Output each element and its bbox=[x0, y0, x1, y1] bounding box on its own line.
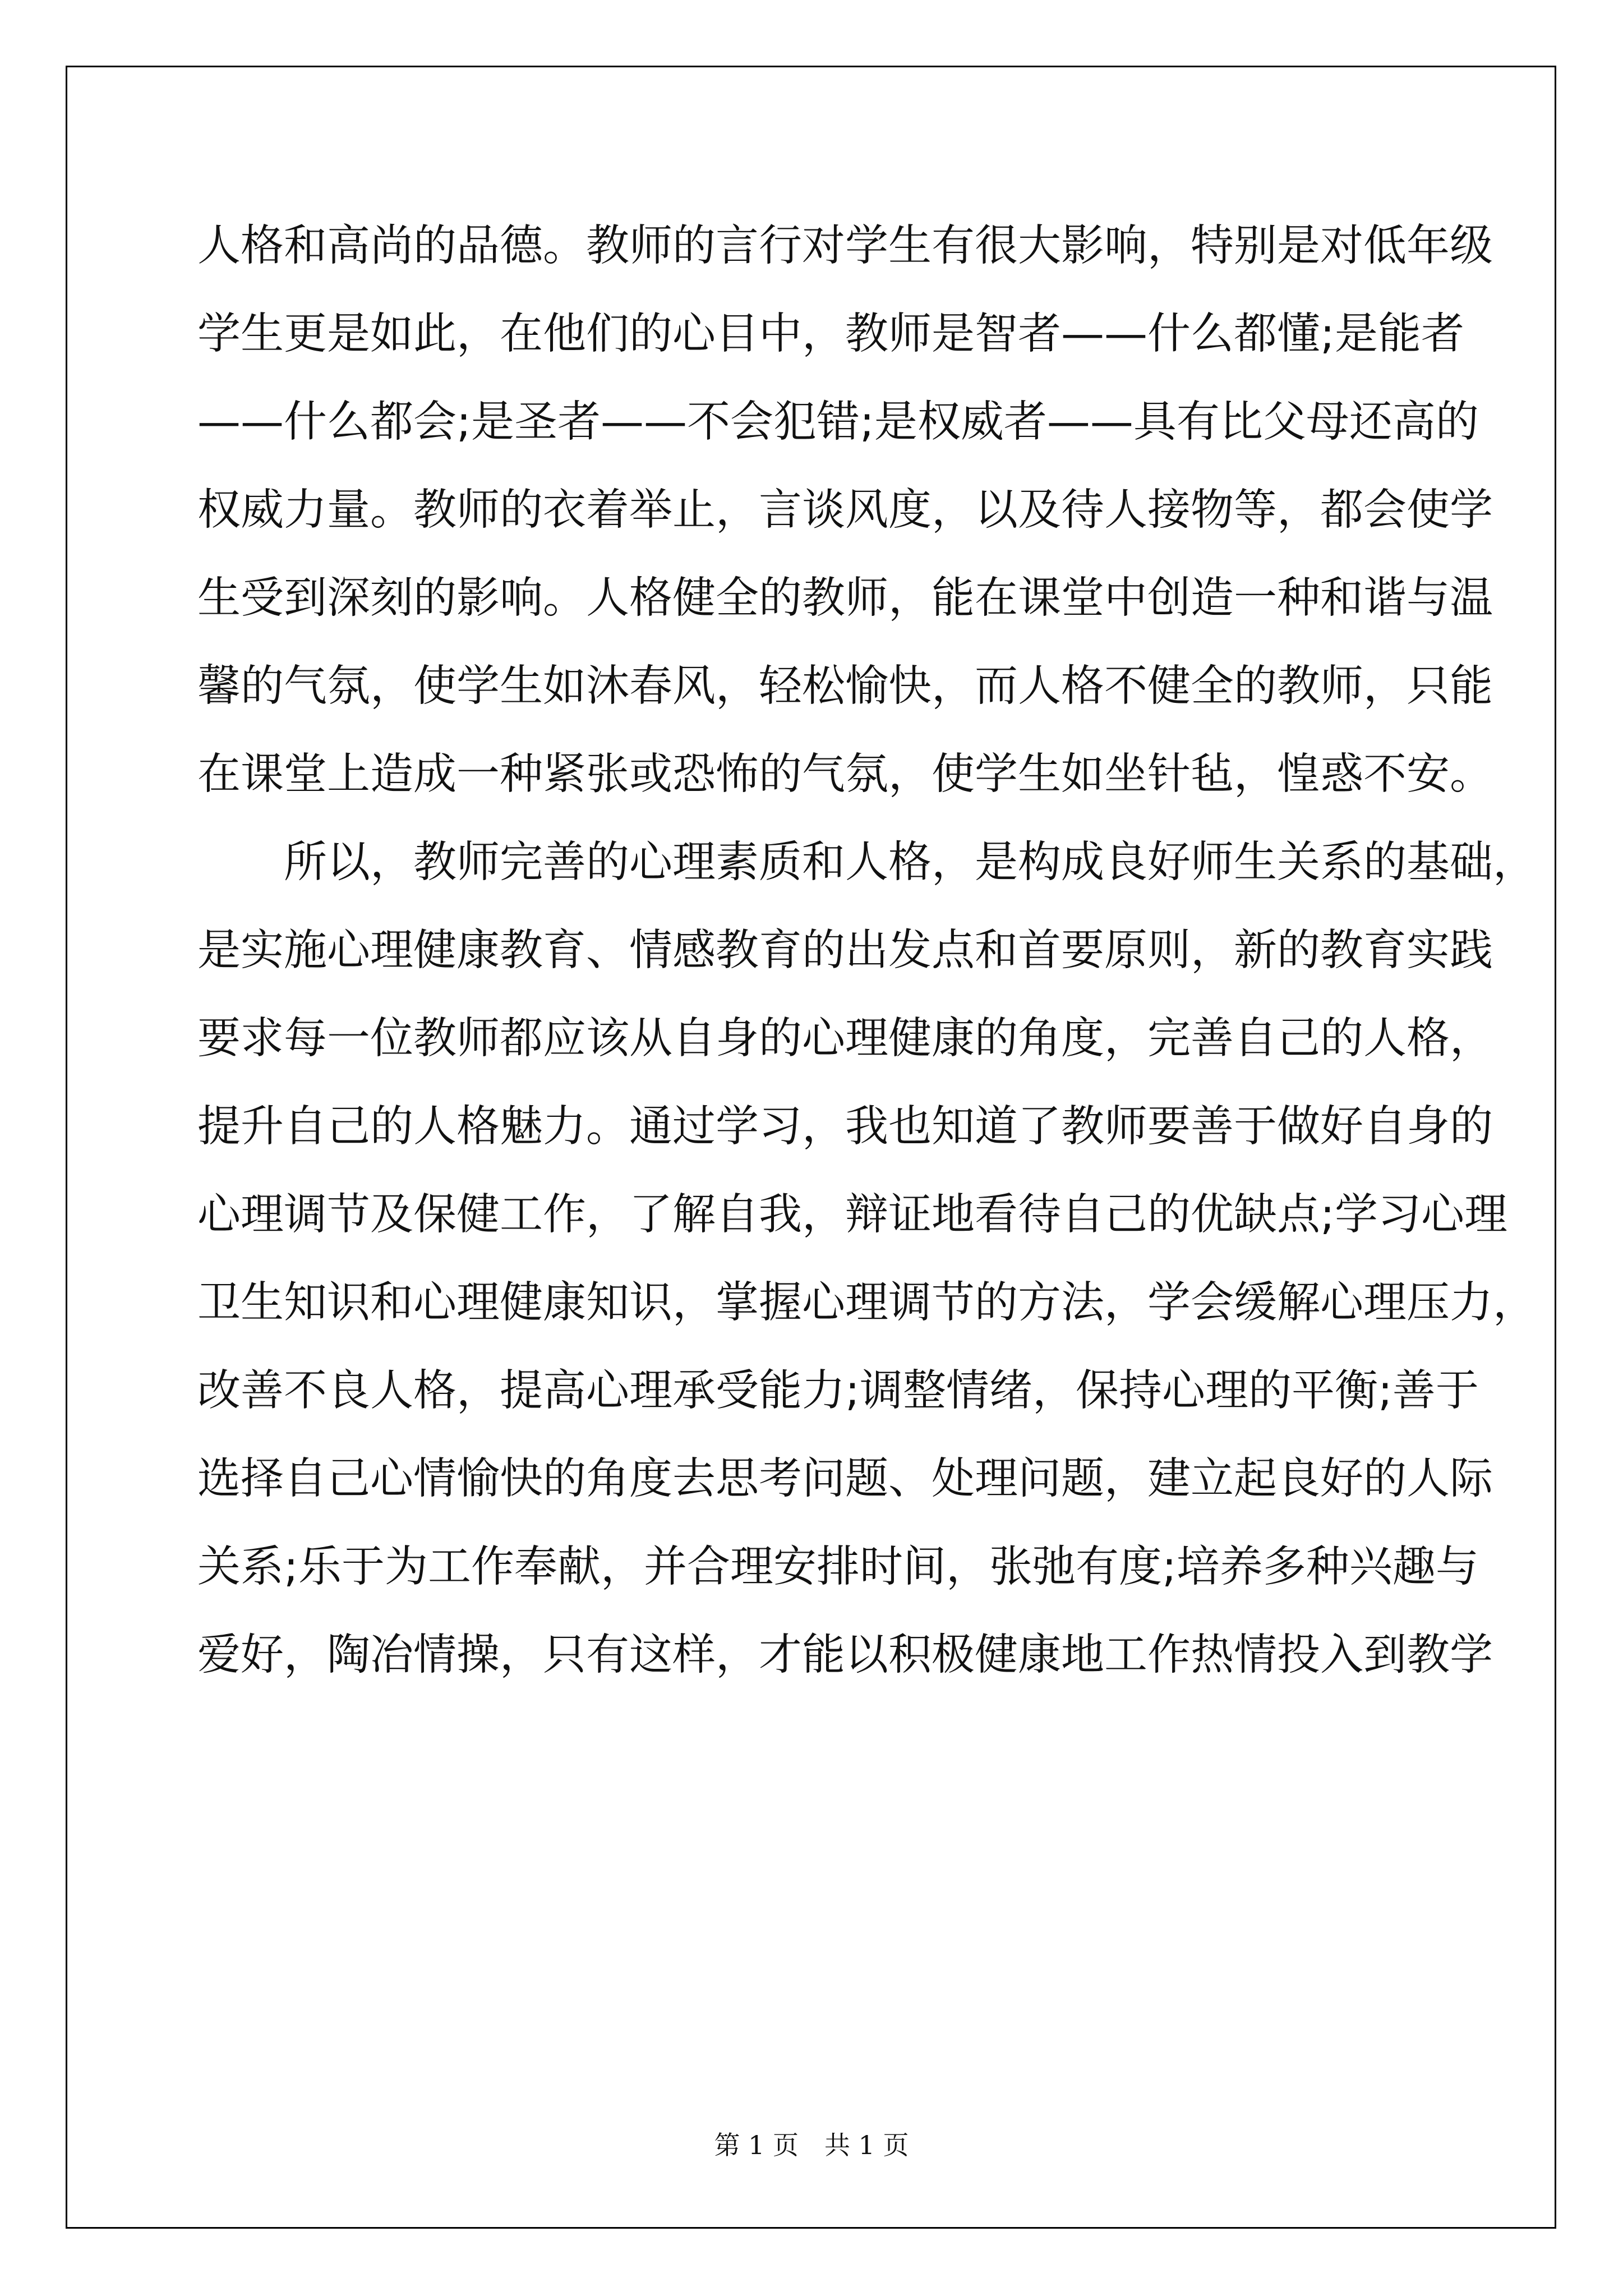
text-line: ——什么都会;是圣者——不会犯错;是权威者——具有比父母还高的 bbox=[197, 397, 1479, 447]
text-line: 在课堂上造成一种紧张或恐怖的气氛，使学生如坐针毡，惶惑不安。 bbox=[197, 749, 1493, 799]
text-line: 改善不良人格，提高心理承受能力;调整情绪，保持心理的平衡;善于 bbox=[197, 1366, 1479, 1416]
text-line: 卫生知识和心理健康知识，掌握心理调节的方法，学会缓解心理压力， bbox=[197, 1278, 1536, 1328]
text-line: 人格和高尚的品德。教师的言行对学生有很大影响，特别是对低年级 bbox=[197, 221, 1493, 271]
text-line: 权威力量。教师的衣着举止，言谈风度，以及待人接物等，都会使学 bbox=[197, 485, 1493, 535]
body-text bbox=[197, 202, 1536, 1699]
text-line: 要求每一位教师都应该从自身的心理健康的角度，完善自己的人格， bbox=[197, 1014, 1493, 1064]
text-line: 选择自己心情愉快的角度去思考问题、处理问题，建立起良好的人际 bbox=[197, 1454, 1493, 1504]
text-line: 是实施心理健康教育、情感教育的出发点和首要原则，新的教育实践 bbox=[197, 926, 1493, 976]
page-footer: 第 1 页 共 1 页 bbox=[714, 2130, 909, 2160]
text-line: 提升自己的人格魅力。通过学习，我也知道了教师要善于做好自身的 bbox=[197, 1102, 1493, 1152]
text-line: 学生更是如此，在他们的心目中，教师是智者——什么都懂;是能者 bbox=[197, 309, 1464, 359]
text-line: 心理调节及保健工作，了解自我，辩证地看待自己的优缺点;学习心理 bbox=[197, 1190, 1507, 1240]
text-line: 爱好，陶冶情操，只有这样，才能以积极健康地工作热情投入到教学 bbox=[197, 1630, 1493, 1680]
paragraph-first-line: 所以，教师完善的心理素质和人格，是构成良好师生关系的基础， bbox=[284, 838, 1536, 887]
text-line: 生受到深刻的影响。人格健全的教师，能在课堂中创造一种和谐与温 bbox=[197, 573, 1493, 623]
text-line: 关系;乐于为工作奉献，并合理安排时间，张弛有度;培养多种兴趣与 bbox=[197, 1542, 1479, 1592]
text-line: 馨的气氛，使学生如沐春风，轻松愉快，而人格不健全的教师，只能 bbox=[197, 661, 1493, 711]
